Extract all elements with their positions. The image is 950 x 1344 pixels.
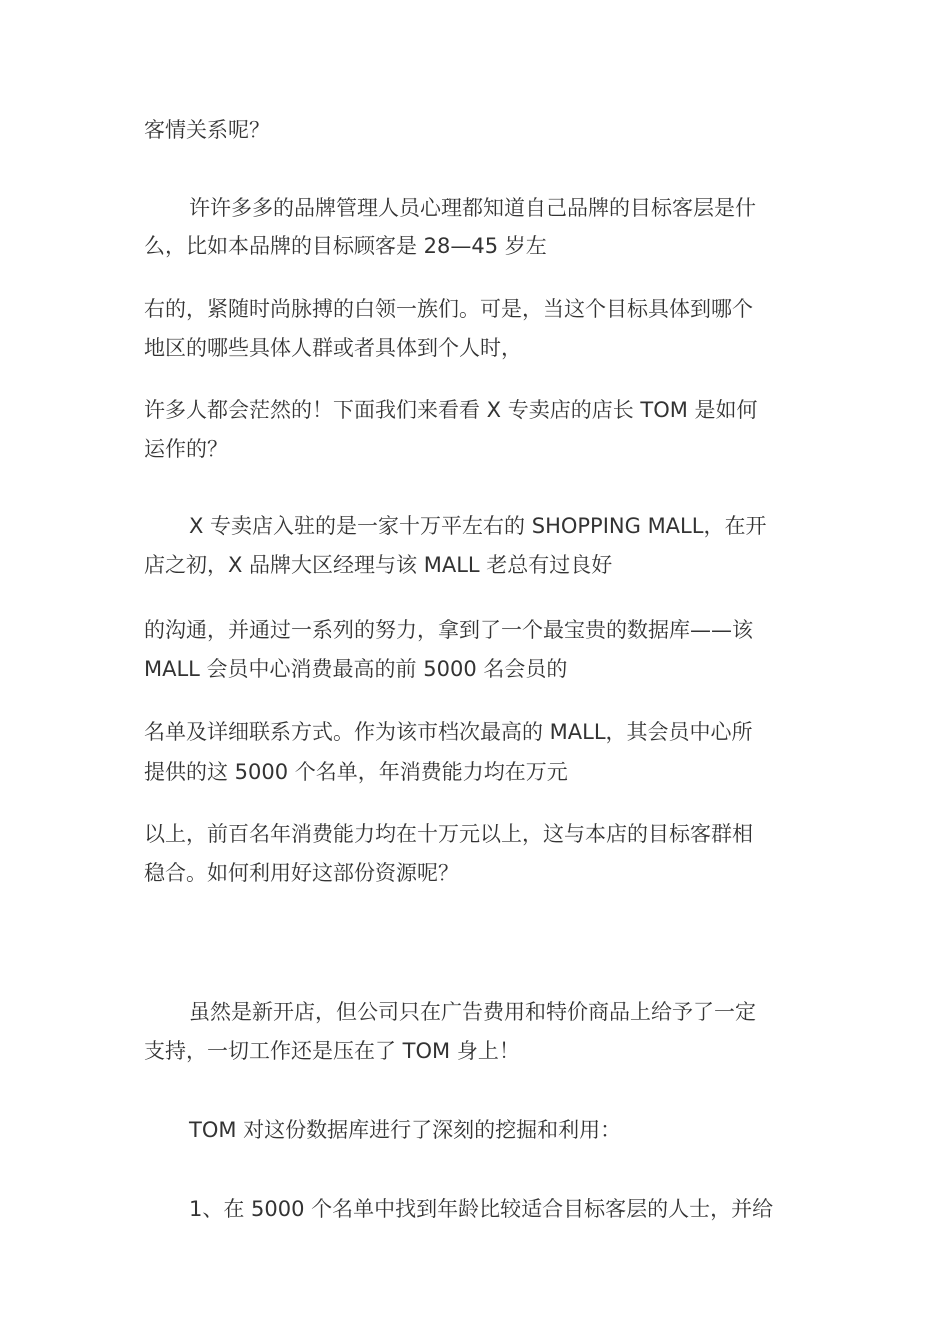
paragraph-line: X 专卖店入驻的是一家十万平左右的 SHOPPING MALL，在开 bbox=[189, 514, 767, 538]
paragraph-line: 虽然是新开店，但公司只在广告费用和特价商品上给予了一定 bbox=[189, 1000, 756, 1024]
text-line: 客情关系呢？ bbox=[144, 118, 270, 142]
text-line: 店之初，X 品牌大区经理与该 MALL 老总有过良好 bbox=[144, 553, 613, 577]
paragraph-line: 1、在 5000 个名单中找到年龄比较适合目标客层的人士，并给 bbox=[189, 1197, 774, 1221]
text-line: 的沟通，并通过一系列的努力，拿到了一个最宝贵的数据库——该 bbox=[144, 618, 753, 642]
text-line: 地区的哪些具体人群或者具体到个人时， bbox=[144, 336, 522, 360]
text-line: MALL 会员中心消费最高的前 5000 名会员的 bbox=[144, 657, 568, 681]
text-line: 稳合。如何利用好这部份资源呢？ bbox=[144, 861, 459, 885]
paragraph-line: TOM 对这份数据库进行了深刻的挖掘和利用： bbox=[189, 1118, 622, 1142]
text-line: 以上，前百名年消费能力均在十万元以上，这与本店的目标客群相 bbox=[144, 822, 753, 846]
text-line: 名单及详细联系方式。作为该市档次最高的 MALL，其会员中心所 bbox=[144, 720, 753, 744]
text-line: 支持，一切工作还是压在了 TOM 身上！ bbox=[144, 1039, 520, 1063]
text-line: 提供的这 5000 个名单，年消费能力均在万元 bbox=[144, 760, 568, 784]
text-line: 运作的？ bbox=[144, 437, 228, 461]
text-line: 右的，紧随时尚脉搏的白领一族们。可是，当这个目标具体到哪个 bbox=[144, 297, 753, 321]
paragraph-line: 许许多多的品牌管理人员心理都知道自己品牌的目标客层是什 bbox=[189, 196, 756, 220]
text-line: 么，比如本品牌的目标顾客是 28—45 岁左 bbox=[144, 234, 547, 258]
text-line: 许多人都会茫然的！下面我们来看看 X 专卖店的店长 TOM 是如何 bbox=[144, 398, 758, 422]
